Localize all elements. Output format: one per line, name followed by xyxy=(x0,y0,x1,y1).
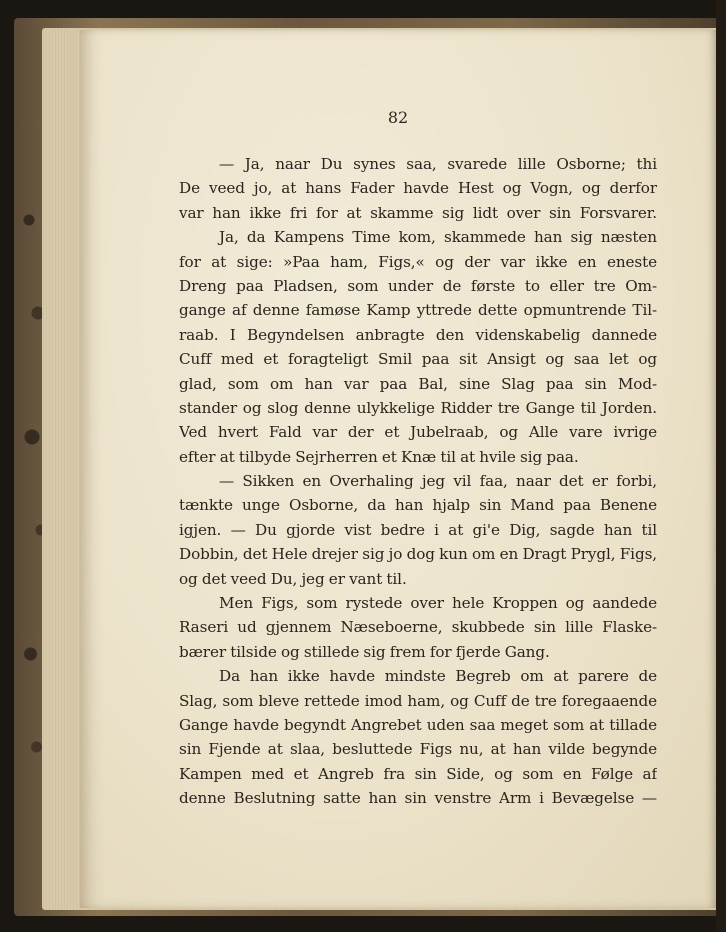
text-line: tænkte unge Osborne, da han hjalp sin Mand paa Benene xyxy=(179,496,657,515)
text-line: Cuff med et foragteligt Smil paa sit Ansigt og saa let og xyxy=(179,350,657,369)
text-line: denne Beslutning satte han sin venstre Arm i Bevægelse — xyxy=(179,789,657,808)
text-line: Da han ikke havde mindste Begreb om at parere de xyxy=(219,667,657,686)
scan-border xyxy=(716,0,726,932)
text-line: Men Figs, som rystede over hele Kroppen og aandede xyxy=(219,594,657,613)
text-line: gange af denne famøse Kamp yttrede dette opmuntrende Til- xyxy=(179,301,657,320)
text-line: Raseri ud gjennem Næseboerne, skubbede sin lille Flaske- xyxy=(179,618,657,637)
text-line: Slag, som bleve rettede imod ham, og Cuff de tre foregaaende xyxy=(179,691,657,710)
text-line: efter at tilbyde Sejrherren et Knæ til at hvile sig paa. xyxy=(179,447,579,466)
text-line: Kampen med et Angreb fra sin Side, og som en Følge af xyxy=(179,764,657,783)
text-line: — Sikken en Overhaling jeg vil faa, naar det er forbi, xyxy=(219,472,657,491)
page-number: 82 xyxy=(387,108,409,127)
text-line: De veed jo, at hans Fader havde Hest og Vogn, og derfor xyxy=(179,179,657,198)
text-line: — Ja, naar Du synes saa, svarede lille Osborne; thi xyxy=(219,155,657,173)
text-line: og det veed Du, jeg er vant til. xyxy=(179,569,407,588)
text-line: Dreng paa Pladsen, som under de første to eller tre Om- xyxy=(179,276,657,295)
text-line: Dobbin, det Hele drejer sig jo dog kun om en Dragt Prygl, Figs, xyxy=(179,545,657,564)
text-line: igjen. — Du gjorde vist bedre i at gi'e Dig, sagde han til xyxy=(179,520,657,539)
text-line: Ja, da Kampens Time kom, skammede han sig næsten xyxy=(219,228,657,247)
text-line: Gange havde begyndt Angrebet uden saa meget som at tillade xyxy=(179,715,657,734)
text-line: bærer tilside og stillede sig frem for fjerde Gang. xyxy=(179,642,550,661)
text-line: for at sige: »Paa ham, Figs,« og der var ikke en eneste xyxy=(179,252,657,271)
text-line: raab. I Begyndelsen anbragte den videnskabelig dannede xyxy=(179,325,657,344)
text-line: var han ikke fri for at skamme sig lidt over sin Forsvarer. xyxy=(179,203,657,222)
text-line: sin Fjende at slaa, besluttede Figs nu, at han vilde begynde xyxy=(179,740,657,759)
text-line: stander og slog denne ulykkelige Ridder tre Gange til Jorden. xyxy=(179,398,657,417)
body-text xyxy=(179,152,657,811)
text-line: glad, som om han var paa Bal, sine Slag paa sin Mod- xyxy=(179,374,657,393)
text-line: Ved hvert Fald var der et Jubelraab, og Alle vare ivrige xyxy=(179,423,657,442)
book-page xyxy=(80,30,716,908)
